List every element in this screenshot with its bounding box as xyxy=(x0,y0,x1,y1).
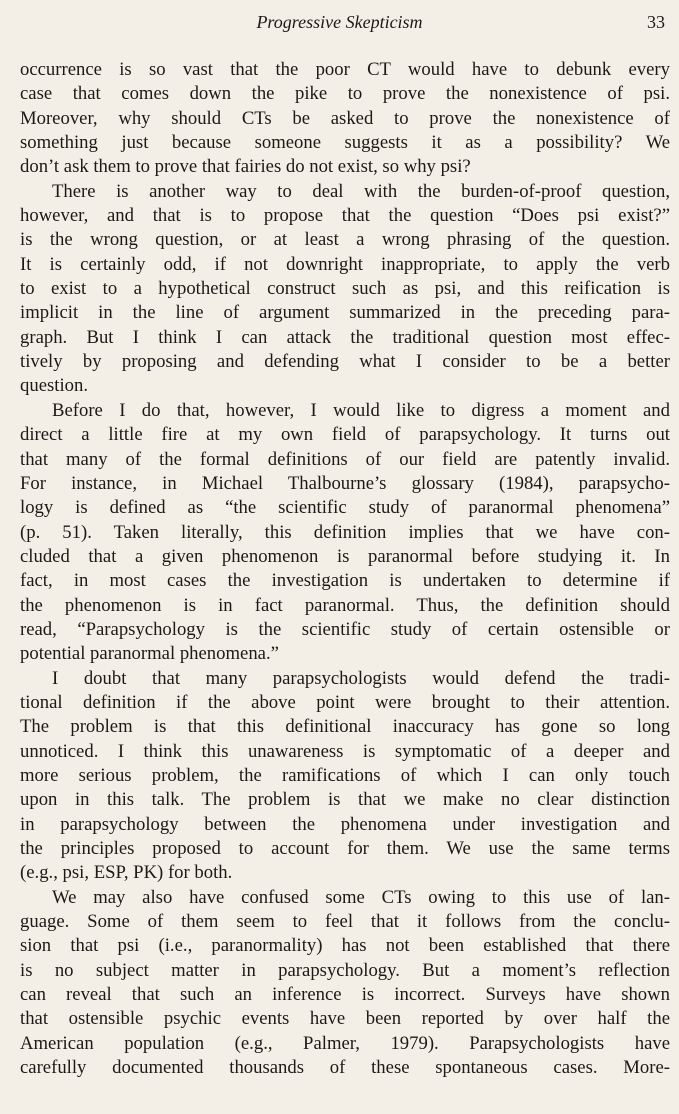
text-line: cluded that a given phenomenon is paranormal before studying it. In xyxy=(20,545,670,567)
text-line: (e.g., psi, ESP, PK) for both. xyxy=(20,862,233,884)
body-text xyxy=(20,58,670,1080)
text-line: implicit in the line of argument summarized in the preceding para- xyxy=(20,302,670,324)
text-line: can reveal that such an inference is incorrect. Surveys have shown xyxy=(20,984,670,1006)
page-number: 33 xyxy=(647,12,665,32)
text-line: guage. Some of them seem to feel that it follows from the conclu- xyxy=(20,911,670,933)
text-line: I doubt that many parapsychologists would defend the tradi- xyxy=(52,667,670,689)
text-line: potential paranormal phenomena.” xyxy=(20,643,279,665)
text-line: fact, in most cases the investigation is undertaken to determine if xyxy=(20,570,670,592)
text-line: unnoticed. I think this unawareness is symptomatic of a deeper and xyxy=(20,740,670,762)
text-line: that many of the formal definitions of our field are patently invalid. xyxy=(20,448,670,470)
text-line: (p. 51). Taken literally, this definition implies that we have con- xyxy=(20,521,670,543)
text-line: read, “Parapsychology is the scientific study of certain ostensible or xyxy=(20,618,670,640)
text-line: tional definition if the above point were brought to their attention. xyxy=(20,691,670,713)
text-line: that ostensible psychic events have been reported by over half the xyxy=(20,1008,670,1030)
text-line: There is another way to deal with the burden-of-proof question, xyxy=(52,180,670,202)
text-line: in parapsychology between the phenomena under investigation and xyxy=(20,813,670,835)
text-line: more serious problem, the ramifications of which I can only touch xyxy=(20,764,670,786)
text-line: direct a little fire at my own field of parapsychology. It turns out xyxy=(20,424,670,446)
text-line: Moreover, why should CTs be asked to prove the nonexistence of xyxy=(20,107,670,129)
text-line: question. xyxy=(20,375,88,397)
text-line: however, and that is to propose that the question “Does psi exist?” xyxy=(20,205,670,227)
text-line: sion that psi (i.e., paranormality) has not been established that there xyxy=(20,935,670,957)
text-line: the phenomenon is in fact paranormal. Thus, the definition should xyxy=(20,594,670,616)
text-line: don’t ask them to prove that fairies do not exist, so why psi? xyxy=(20,156,471,178)
text-line: American population (e.g., Palmer, 1979). Parapsychologists have xyxy=(20,1032,670,1054)
text-line: case that comes down the pike to prove the nonexistence of psi. xyxy=(20,83,670,105)
text-line: occurrence is so vast that the poor CT would have to debunk every xyxy=(20,59,670,80)
text-line: is no subject matter in parapsychology. But a moment’s reflection xyxy=(20,959,670,981)
text-line: upon in this talk. The problem is that we make no clear distinction xyxy=(20,789,670,811)
text-line: For instance, in Michael Thalbourne’s glossary (1984), parapsycho- xyxy=(20,472,670,494)
text-line: logy is defined as “the scientific study of paranormal phenomena” xyxy=(20,497,670,519)
text-line: It is certainly odd, if not downright inappropriate, to apply the verb xyxy=(20,253,670,275)
running-title: Progressive Skepticism xyxy=(256,12,423,32)
text-line: The problem is that this definitional inaccuracy has gone so long xyxy=(20,716,670,738)
text-line: carefully documented thousands of these spontaneous cases. More- xyxy=(20,1057,670,1079)
text-line: to exist to a hypothetical construct such as psi, and this reification is xyxy=(20,278,670,300)
text-line: Before I do that, however, I would like to digress a moment and xyxy=(52,399,670,421)
text-line: tively by proposing and defending what I consider to be a better xyxy=(20,351,670,373)
text-line: the principles proposed to account for them. We use the same terms xyxy=(20,838,670,859)
text-line: graph. But I think I can attack the traditional question most effec- xyxy=(20,326,670,348)
running-header xyxy=(0,12,679,42)
text-line: something just because someone suggests it as a possibility? We xyxy=(20,132,670,154)
text-line: is the wrong question, or at least a wrong phrasing of the question. xyxy=(20,229,670,251)
text-line: We may also have confused some CTs owing to this use of lan- xyxy=(52,886,670,908)
